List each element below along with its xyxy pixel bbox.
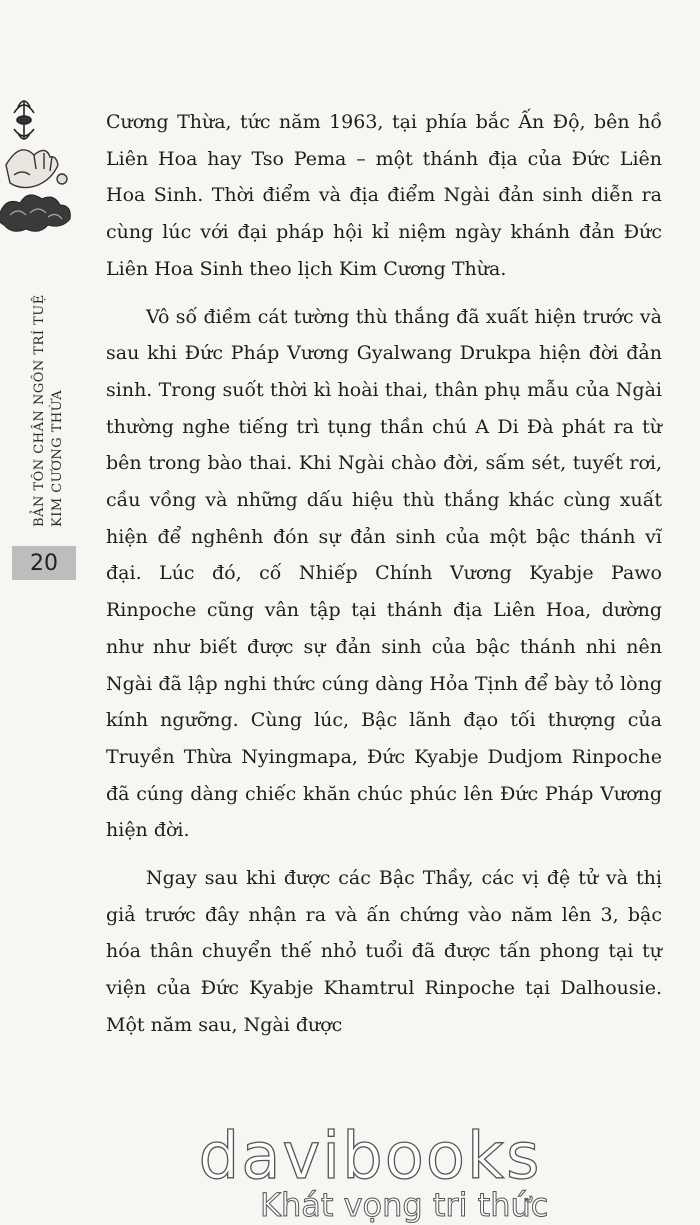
- watermark: [150, 1120, 590, 1224]
- page-number: 20: [12, 546, 76, 580]
- paragraph: Ngay sau khi được các Bậc Thầy, các vị đệ tử và thị giả trước đây nhận ra và ấn chứng vào năm lên 3, bậc hóa thân chuyển thế nhỏ tuổi đã được tấn phong tại tự viện của Đức Kyabje Khamtrul Rinpoche tại Dalhousie. Một năm sau, Ngài được: [106, 867, 662, 1036]
- watermark-brand: davibooks: [198, 1120, 542, 1194]
- paragraph: Cương Thừa, tức năm 1963, tại phía bắc Ấn Độ, bên hồ Liên Hoa hay Tso Pema – một thánh địa của Đức Liên Hoa Sinh. Thời điểm và địa điểm Ngài đản sinh diễn ra cùng lúc với đại pháp hội kỉ niệm ngày khánh đản Đức Liên Hoa Sinh theo lịch Kim Cương Thừa.: [106, 111, 662, 280]
- running-head-line-2: KIM CƯƠNG THỪA: [50, 389, 65, 527]
- paragraph: Vô số điềm cát tường thù thắng đã xuất hiện trước và sau khi Đức Pháp Vương Gyalwang Drukpa hiện đời đản sinh. Trong suốt thời kì hoài thai, thân phụ mẫu của Ngài thường nghe tiếng trì tụng thần chú A Di Đà phát ra từ bên trong bào thai. Khi Ngài chào đời, sấm sét, tuyết rơi, cầu vồng và những dấu hiệu thù thắng khác cùng xuất hiện để nghênh đón sự đản sinh của một bậc thánh vĩ đại. Lúc đó, cố Nhiếp Chính Vương Kyabje Pawo Rinpoche cũng vân tập tại thánh địa Liên Hoa, dường như như biết được sự đản sinh của bậc thánh nhi nên Ngài đã lập nghi thức cúng dàng Hỏa Tịnh để bày tỏ lòng kính ngưỡng. Cùng lúc, Bậc lãnh đạo tối thượng của Truyền Thừa Nyingmapa, Đức Kyabje Dudjom Rinpoche đã cúng dàng chiếc khăn chúc phúc lên Đức Pháp Vương hiện đời.: [106, 305, 662, 842]
- body-text: [106, 104, 662, 1044]
- running-head-line-1: BẢN TÔN CHÂN NGÔN TRÍ TUỆ: [32, 294, 47, 527]
- vajra-hand-cloud-icon: [0, 95, 90, 255]
- running-head: [18, 265, 80, 535]
- watermark-slogan: Khát vọng tri thức: [260, 1186, 549, 1224]
